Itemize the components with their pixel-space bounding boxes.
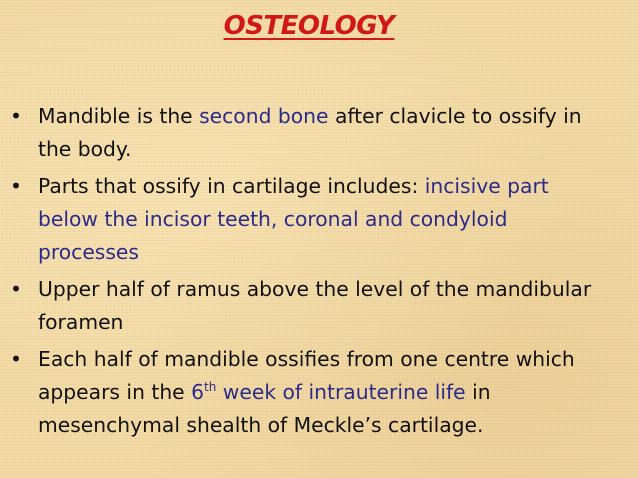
bullet-dot-icon: • [10, 174, 22, 198]
highlighted-text: incisive part below the incisor teeth, coronal and condyloid processes [38, 174, 549, 264]
bullet-item [8, 343, 598, 442]
highlighted-text: week of intrauterine life [216, 380, 466, 404]
bullet-dot-icon: • [10, 277, 22, 301]
bullet-text: Each half of mandible ossifies from one centre which appears in the [38, 347, 575, 404]
bullet-item [8, 100, 598, 166]
bullet-text: after clavicle to ossify in the body. [38, 104, 582, 161]
bullet-text: Mandible is the [38, 104, 200, 128]
bullet-item [8, 273, 598, 339]
superscript-text: th [204, 380, 217, 395]
bullet-dot-icon: • [10, 347, 22, 371]
bullet-list [8, 100, 598, 446]
bullet-text: Parts that ossify in cartilage includes: [38, 174, 425, 198]
highlighted-text: second bone [199, 104, 329, 128]
bullet-text: in mesenchymal shealth of Meckle’s cartilage. [38, 380, 491, 437]
bullet-item [8, 170, 598, 269]
slide-title: OSTEOLOGY [223, 11, 395, 41]
bullet-dot-icon: • [10, 104, 22, 128]
highlighted-text: 6 [191, 380, 205, 404]
bullet-text: Upper half of ramus above the level of the mandibular foramen [38, 277, 592, 334]
